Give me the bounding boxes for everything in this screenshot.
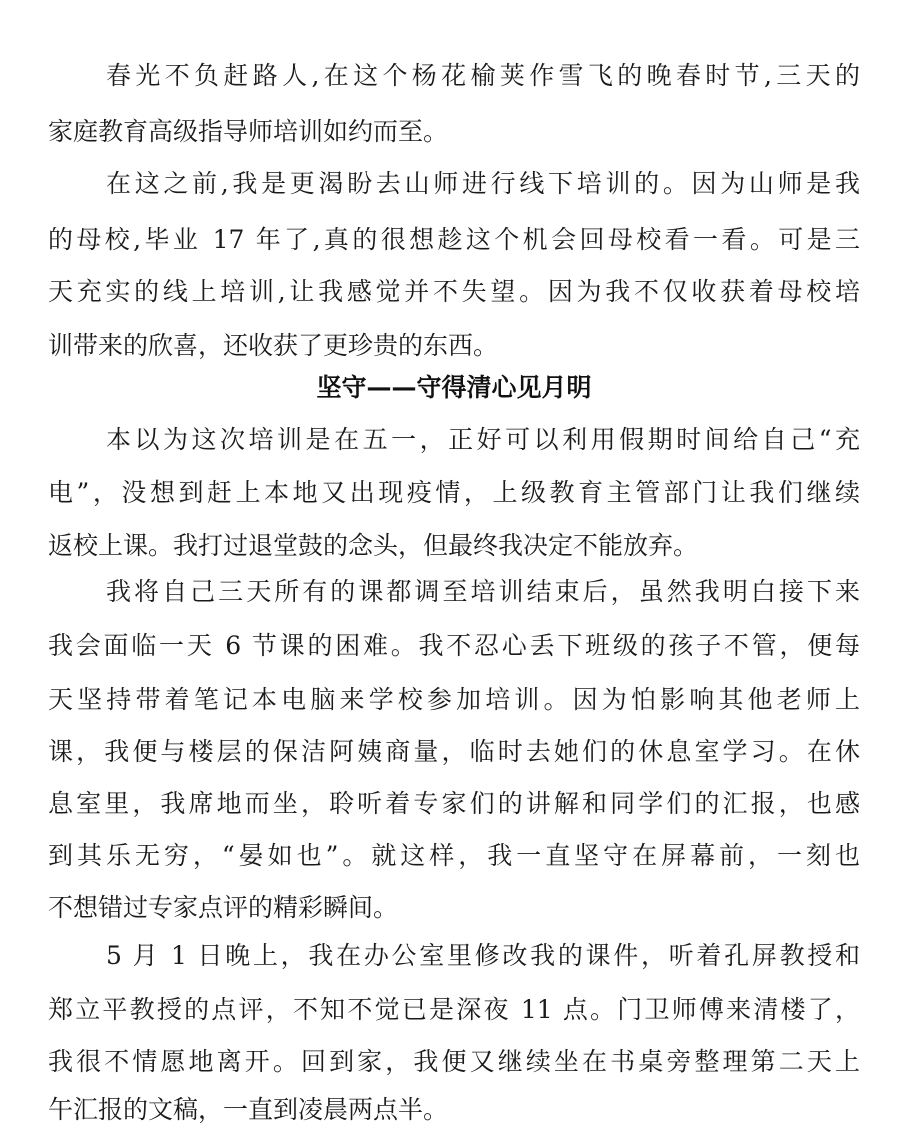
paragraph-2-line-3: 天充实的线上培训,让我感觉并不失望。因为我不仅收获着母校培 xyxy=(48,277,860,306)
paragraph-2-line-2: 的母校,毕业 17 年了,真的很想趁这个机会回母校看一看。可是三 xyxy=(48,225,860,254)
paragraph-3-line-2: 电”，没想到赶上本地又出现疫情，上级教育主管部门让我们继续 xyxy=(48,478,860,507)
paragraph-5-line-1: 5 月 1 日晚上，我在办公室里修改我的课件，听着孔屏教授和 xyxy=(106,941,860,970)
paragraph-4-line-5: 息室里，我席地而坐，聆听着专家们的讲解和同学们的汇报，也感 xyxy=(48,789,860,818)
paragraph-4-line-6: 到其乐无穷，“晏如也”。就这样，我一直坚守在屏幕前，一刻也 xyxy=(48,841,860,870)
paragraph-5-line-2: 郑立平教授的点评，不知不觉已是深夜 11 点。门卫师傅来清楼了， xyxy=(48,995,860,1024)
paragraph-1-line-1: 春光不负赶路人,在这个杨花榆荚作雪飞的晚春时节,三天的 xyxy=(106,61,860,90)
paragraph-5-line-4: 午汇报的文稿，一直到凌晨两点半。 xyxy=(48,1095,449,1124)
paragraph-4-line-7: 不想错过专家点评的精彩瞬间。 xyxy=(48,893,399,922)
paragraph-4-line-3: 天坚持带着笔记本电脑来学校参加培训。因为怕影响其他老师上 xyxy=(48,685,860,714)
paragraph-2-line-4: 训带来的欣喜，还收获了更珍贵的东西。 xyxy=(48,331,499,360)
paragraph-4-line-2: 我会面临一天 6 节课的困难。我不忍心丢下班级的孩子不管，便每 xyxy=(48,631,860,660)
paragraph-4-line-4: 课，我便与楼层的保洁阿姨商量，临时去她们的休息室学习。在休 xyxy=(48,737,860,766)
paragraph-3-line-1: 本以为这次培训是在五一，正好可以利用假期时间给自己“充 xyxy=(106,425,860,454)
paragraph-3-line-3: 返校上课。我打过退堂鼓的念头，但最终我决定不能放弃。 xyxy=(48,531,699,560)
paragraph-1-line-2: 家庭教育高级指导师培训如约而至。 xyxy=(48,117,449,146)
section-heading: 坚守——守得清心见月明 xyxy=(316,373,592,402)
paragraph-2-line-1: 在这之前,我是更渴盼去山师进行线下培训的。因为山师是我 xyxy=(106,169,860,198)
paragraph-4-line-1: 我将自己三天所有的课都调至培训结束后，虽然我明白接下来 xyxy=(106,577,860,606)
paragraph-5-line-3: 我很不情愿地离开。回到家，我便又继续坐在书桌旁整理第二天上 xyxy=(48,1047,860,1076)
